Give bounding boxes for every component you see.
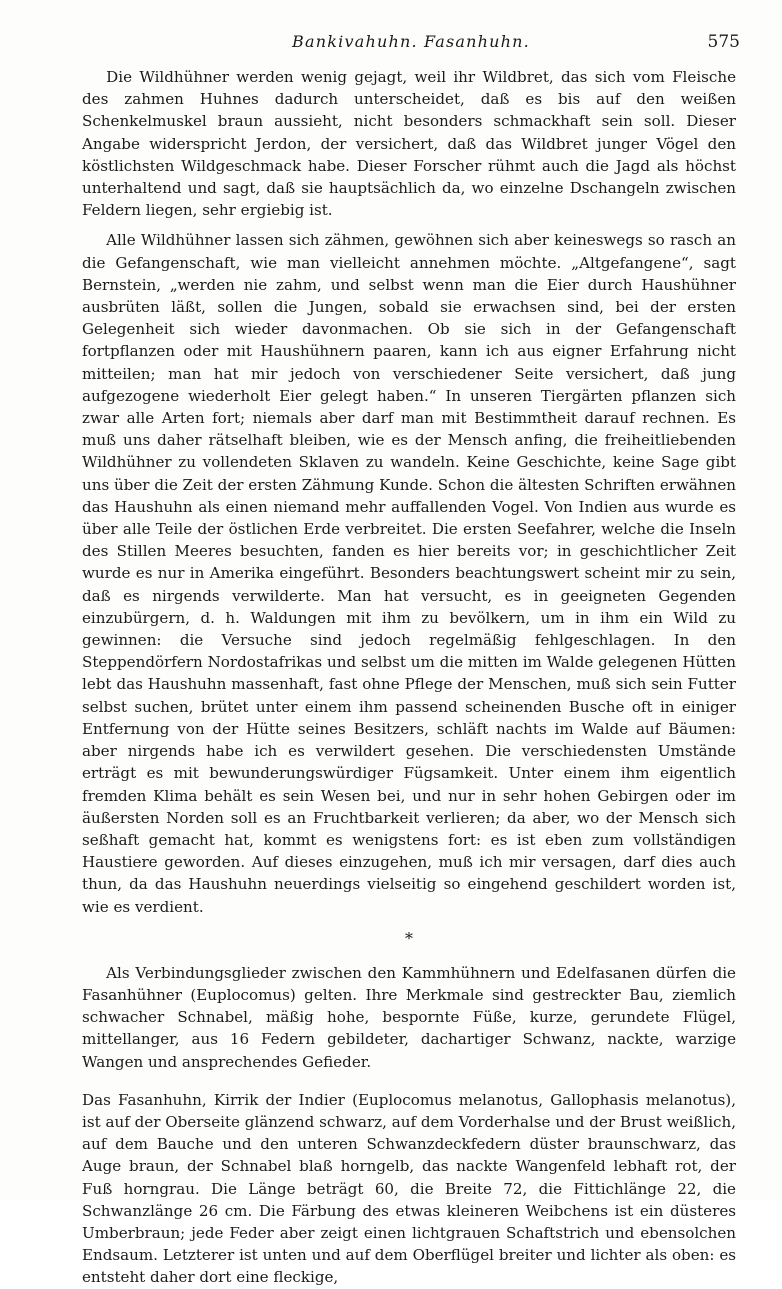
paragraph-fasanhuehner-gattung: Als Verbindungsglieder zwischen den Kammhühnern und Edelfasanen dürfen die Fasanhühner (Euplocomus) gelten. Ihre Merkmale sind gestreckter Bau, ziemlich schwacher Schnabel, mäßig hohe, bespornte Füße, kurze, gerundete Flügel, mittellanger, aus 16 Federn gebildeter, dachartiger Schwanz, nackte, warzige Wangen und ansprechendes Gefieder. — [82, 963, 736, 1071]
paragraph-spacer — [82, 221, 736, 229]
running-title: Bankivahuhn. Fasanhuhn. — [292, 32, 530, 51]
page-number: 575 — [707, 32, 740, 52]
paragraph-zaehmung: Alle Wildhühner lassen sich zähmen, gewöhnen sich aber keineswegs so rasch an die Gefangenschaft, wie man vielleicht annehmen möchte. „Altgefangene“, sagt Bernstein, „werden nie zahm, und selbst wenn man die Eier durch Haushühner ausbrüten läßt, sollen die Jungen, sobald sie erwachsen sind, bei der ersten Gelegenheit sich wieder davonmachen. Ob sie sich in der Gefangenschaft fortpflanzen oder mit Haushühnern paaren, kann ich aus eigner Erfahrung nicht mitteilen; man hat mir jedoch von verschiedener Seite versichert, daß jung aufgezogene wiederholt Eier gelegt haben.“ In unseren Tiergärten pflanzen sich zwar alle Arten fort; niemals aber darf man mit Bestimmtheit darauf rechnen. Es muß uns daher rätselhaft bleiben, wie es der Mensch anfing, die freiheitliebenden Wildhühner zu vollendeten Sklaven zu wandeln. Keine Geschichte, keine Sage gibt uns über die Zeit der ersten Zähmung Kunde. Schon die ältesten Schriften erwähnen das Haushuhn als einen niemand mehr auffallenden Vogel. Von Indien aus wurde es über alle Teile der östlichen Erde verbreitet. Die ersten Seefahrer, welche die Inseln des Stillen Meeres besuchten, fanden es hier bereits vor; in geschichtlicher Zeit wurde es nur in Amerika eingeführt. Besonders beachtungswert scheint mir zu sein, daß es nirgends verwilderte. Man hat versucht, es in geeigneten Gegenden einzubürgern, d. h. Waldungen mit ihm zu bevölkern, um in ihm ein Wild zu gewinnen: die Versuche sind jedoch regelmäßig fehlgeschlagen. In den Steppendörfern Nordostafrikas und selbst um die mitten im Walde gelegenen Hütten lebt das Haushuhn massenhaft, fast ohne Pflege der Menschen, muß sich sein Futter selbst suchen, brütet unter einem ihm passend scheinenden Busche oft in einiger Entfernung von der Hütte seines Besitzers, schläft nachts im Walde auf Bäumen: aber nirgends habe ich es verwildert gesehen. Die verschiedensten Umstände erträgt es mit bewunderungswürdiger Fügsamkeit. Unter einem ihm eigentlich fremden Klima behält es sein Wesen bei, und nur in sehr hohen Gebirgen oder im äußersten Norden soll es an Fruchtbarkeit verlieren; da aber, wo der Mensch sich seßhaft gemacht hat, kommt es wenigstens fort: es ist eben zum vollständigen Haustiere geworden. Auf dieses einzugehen, muß ich mir versagen, darf dies auch thun, da das Haushuhn neuerdings vielseitig so eingehend geschildert worden ist, wie es verdient. — [82, 231, 736, 916]
page-body — [82, 66, 736, 1289]
paragraph-spacer — [82, 1073, 736, 1089]
page-header — [80, 32, 742, 56]
section-divider: * — [405, 928, 413, 948]
paragraph-fasanhuhn-art: Das Fasanhuhn, Kirrik der Indier (Euplocomus melanotus, Gallophasis melanotus), ist auf der Oberseite glänzend schwarz, auf dem Vorderhalse und der Brust weißlich, auf dem Bauche und den unteren Schwanzdeckfedern düster braunschwarz, das Auge braun, der Schnabel blaß horngelb, das nackte Wangenfeld lebhaft rot, der Fuß horngrau. Die Länge beträgt 60, die Breite 72, die Fittichlänge 22, die Schwanzlänge 26 cm. Die Färbung des etwas kleineren Weibchens ist ein düsteres Umberbraun; jede Feder aber zeigt einen lichtgrauen Schaftstrich und ebensolchen Endsaum. Letzterer ist unten und auf dem Oberflügel breiter und lichter als oben: es entsteht daher dort eine fleckige, — [82, 1090, 736, 1287]
paragraph-wildhuehner-jagd: Die Wildhühner werden wenig gejagt, weil ihr Wildbret, das sich vom Fleische des zahmen Huhnes dadurch unterscheidet, daß es bis auf den weißen Schenkelmuskel braun aussieht, nicht besonders schmackhaft sein soll. Dieser Angabe widerspricht Jerdon, der versichert, daß das Wildbret junger Vögel den köstlichsten Wildgeschmack habe. Dieser Forscher rühmt auch die Jagd als höchst unterhaltend und sagt, daß sie hauptsächlich da, wo einzelne Dschangeln zwischen Feldern liegen, sehr ergiebig ist. — [82, 68, 736, 220]
